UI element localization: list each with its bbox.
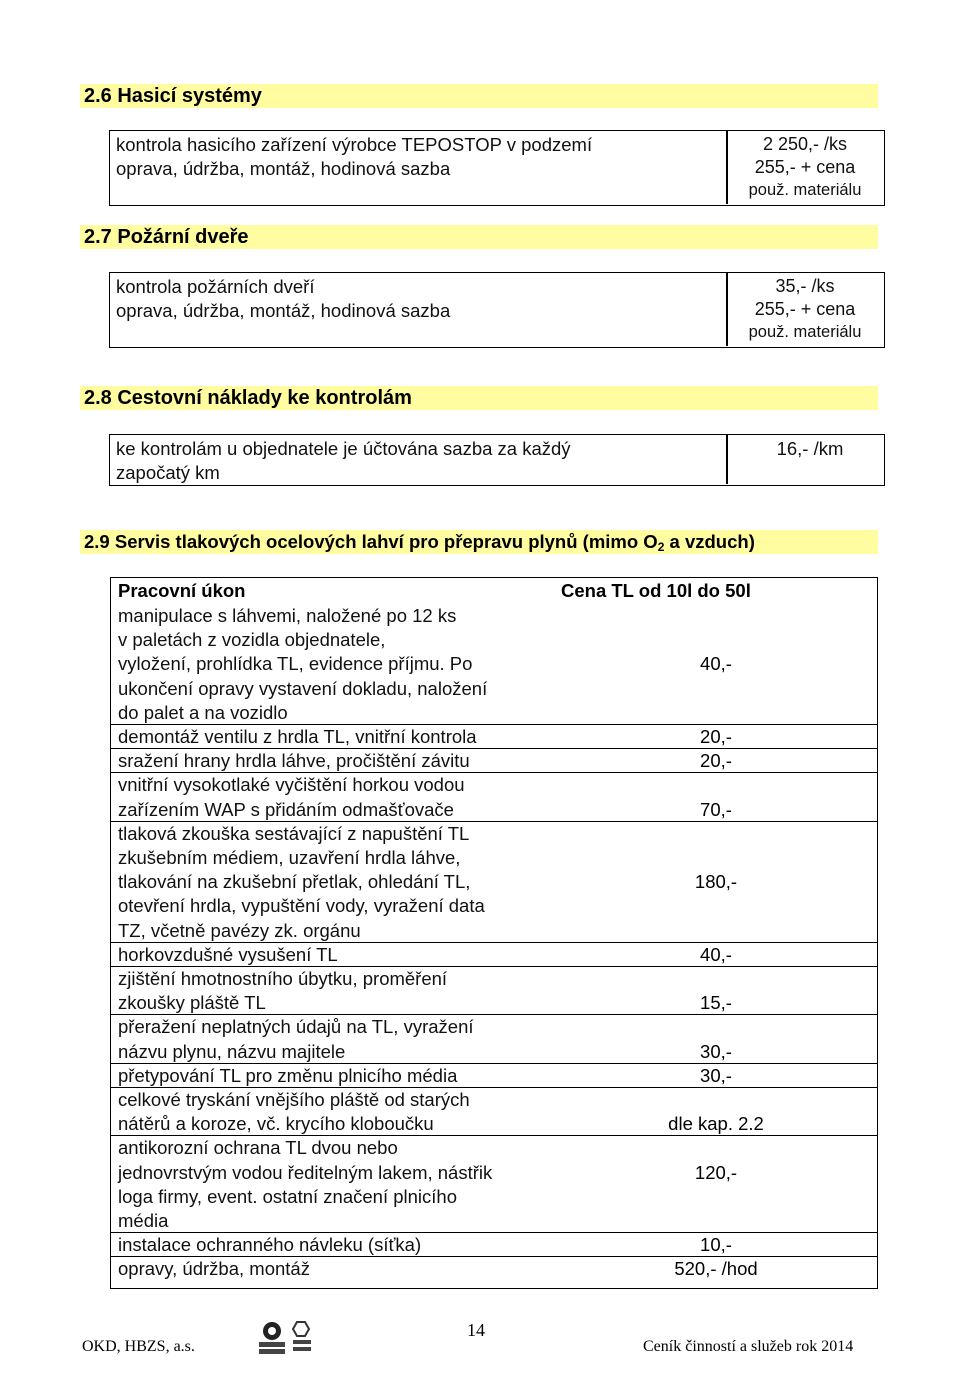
row-price: 70,- — [700, 798, 732, 820]
section-2-6-text — [116, 133, 592, 181]
row-text-line: demontáž ventilu z hrdla TL, vnitřní kontrola — [118, 726, 477, 747]
row-price: 20,- — [700, 750, 732, 772]
header-price: Cena TL od 10l do 50l — [561, 580, 751, 601]
iso-cert-icon — [259, 1322, 285, 1354]
table-row — [111, 1233, 877, 1257]
price-line: použ. materiálu — [748, 181, 862, 199]
section-title-text: 2.9 Servis tlakových ocelových lahví pro přepravu plynů (mimo O — [84, 531, 658, 552]
row-description — [118, 1136, 492, 1233]
row-description — [118, 1015, 474, 1063]
row-price: 30,- — [700, 1040, 732, 1062]
row-description — [118, 1233, 421, 1257]
row-price: 40,- — [700, 653, 732, 675]
row-description — [118, 1064, 457, 1088]
row-price: 30,- — [700, 1064, 732, 1086]
row-description — [118, 943, 338, 967]
row-price: 20,- — [700, 726, 732, 747]
row-text-line: přeražení neplatných údajů na TL, vyražení — [118, 1016, 474, 1038]
ukas-cert-icon — [293, 1322, 311, 1351]
text-line: oprava, údržba, montáž, hodinová sazba — [116, 158, 451, 179]
table-row — [111, 943, 877, 967]
row-text-line: zkoušky pláště TL — [118, 992, 266, 1014]
table-row — [111, 604, 877, 725]
row-text-line: zařízením WAP s přidáním odmašťovače — [118, 798, 454, 820]
column-divider — [726, 435, 728, 484]
row-price: 15,- — [700, 992, 732, 1014]
row-text-line: zkušebním médiem, uzavření hrdla láhve, — [118, 847, 461, 868]
row-description — [118, 822, 485, 943]
page-number: 14 — [467, 1320, 485, 1340]
table-row — [111, 1136, 877, 1233]
row-price: 40,- — [700, 943, 732, 965]
row-text-line: ukončení opravy vystavení dokladu, naložení — [118, 677, 488, 699]
row-description — [118, 1257, 310, 1281]
section-title-text-end: a vzduch) — [664, 531, 755, 552]
row-text-line: horkovzdušné vysušení TL — [118, 943, 338, 965]
certification-logos — [255, 1318, 317, 1363]
section-2-7-box — [109, 272, 885, 348]
row-text-line: názvu plynu, názvu majitele — [118, 1040, 346, 1062]
row-text-line: instalace ochranného návleku (síťka) — [118, 1234, 422, 1256]
row-description — [118, 749, 470, 773]
row-text-line: zjištění hmotnostního úbytku, proměření — [118, 968, 448, 989]
row-text-line: nátěrů a koroze, vč. krycího kloboučku — [118, 1113, 434, 1135]
text-line: oprava, údržba, montáž, hodinová sazba — [116, 300, 451, 321]
table-row — [111, 967, 877, 1015]
footer-company: OKD, HBZS, a.s. — [82, 1338, 195, 1355]
section-2-8-text — [116, 437, 571, 485]
row-description — [118, 1088, 470, 1136]
row-text-line: vyložení, prohlídka TL, evidence příjmu. Po — [118, 653, 473, 675]
header-work: Pracovní úkon — [118, 580, 246, 601]
footer-title: Ceník činností a služeb rok 2014 — [643, 1338, 854, 1355]
row-text-line: loga firmy, event. ostatní značení plnicího — [118, 1185, 458, 1207]
price-line: použ. materiálu — [748, 323, 862, 341]
row-price: dle kap. 2.2 — [668, 1113, 764, 1135]
section-2-6-box — [109, 130, 885, 206]
row-text-line: sražení hrany hrdla láhve, pročištění závitu — [118, 750, 470, 772]
section-2-8-price: 16,- /km — [776, 438, 844, 459]
column-divider — [726, 273, 728, 346]
row-description — [118, 967, 447, 1015]
row-text-line: v paletách z vozidla objednatele, — [118, 629, 386, 651]
row-text-line: antikorozní ochrana TL dvou nebo — [118, 1137, 398, 1159]
row-text-line: přetypování TL pro změnu plnicího média — [118, 1064, 458, 1086]
row-text-line: TZ, včetně pavézy zk. orgánu — [118, 919, 361, 941]
row-price: 180,- — [694, 871, 738, 893]
table-row — [111, 822, 877, 943]
section-title-2-7: 2.7 Požární dveře — [80, 225, 878, 249]
price-line: 255,- + cena — [754, 157, 856, 177]
row-text-line: tlakování na zkušební přetlak, ohledání TL, — [118, 871, 471, 893]
price-line: 35,- /ks — [775, 276, 835, 296]
section-2-7-price — [730, 275, 880, 344]
price-line: 2 250,- /ks — [762, 134, 848, 154]
row-text-line: vnitřní vysokotlaké vyčištění horkou vodou — [118, 774, 465, 796]
row-text-line: jednovrstvým vodou ředitelným lakem, nástřik — [118, 1161, 493, 1183]
row-description — [118, 604, 487, 725]
row-text-line: manipulace s láhvemi, naložené po 12 ks — [118, 605, 457, 626]
row-price: 520,- /hod — [674, 1258, 758, 1280]
section-title-2-6: 2.6 Hasicí systémy — [80, 84, 878, 108]
table-row — [111, 773, 877, 821]
section-title-2-9 — [80, 530, 878, 554]
section-2-7-text — [116, 275, 450, 323]
row-text-line: celkové tryskání vnějšího pláště od starých — [118, 1089, 470, 1110]
table-row — [111, 1064, 877, 1088]
row-text-line: otevření hrdla, vypuštění vody, vyražení data — [118, 895, 485, 917]
table-row — [111, 749, 877, 773]
section-2-6-price — [730, 133, 880, 202]
price-line: 255,- + cena — [754, 299, 856, 319]
text-line: kontrola hasicího zařízení výrobce TEPOSTOP v podzemí — [116, 134, 593, 155]
table-row — [111, 1088, 877, 1136]
row-text-line: opravy, údržba, montáž — [118, 1258, 310, 1280]
table-row — [111, 1257, 877, 1281]
text-line: ke kontrolám u objednatele je účtována sazba za každý — [116, 438, 571, 459]
section-2-8-box — [109, 434, 885, 486]
row-text-line: do palet a na vozidlo — [118, 701, 288, 723]
table-row — [111, 1015, 877, 1063]
text-line: započatý km — [116, 462, 220, 483]
text-line: kontrola požárních dveří — [116, 276, 315, 297]
table-row — [111, 725, 877, 749]
row-description — [118, 773, 465, 821]
subscript-2: 2 — [657, 540, 665, 554]
row-text-line: média — [118, 1210, 169, 1231]
service-table — [110, 577, 878, 1289]
column-divider — [726, 131, 728, 204]
row-description — [118, 725, 477, 749]
row-price: 10,- — [700, 1234, 732, 1256]
row-price: 120,- — [694, 1161, 738, 1183]
section-title-2-8: 2.8 Cestovní náklady ke kontrolám — [80, 386, 878, 410]
row-text-line: tlaková zkouška sestávající z napuštění TL — [118, 822, 470, 844]
